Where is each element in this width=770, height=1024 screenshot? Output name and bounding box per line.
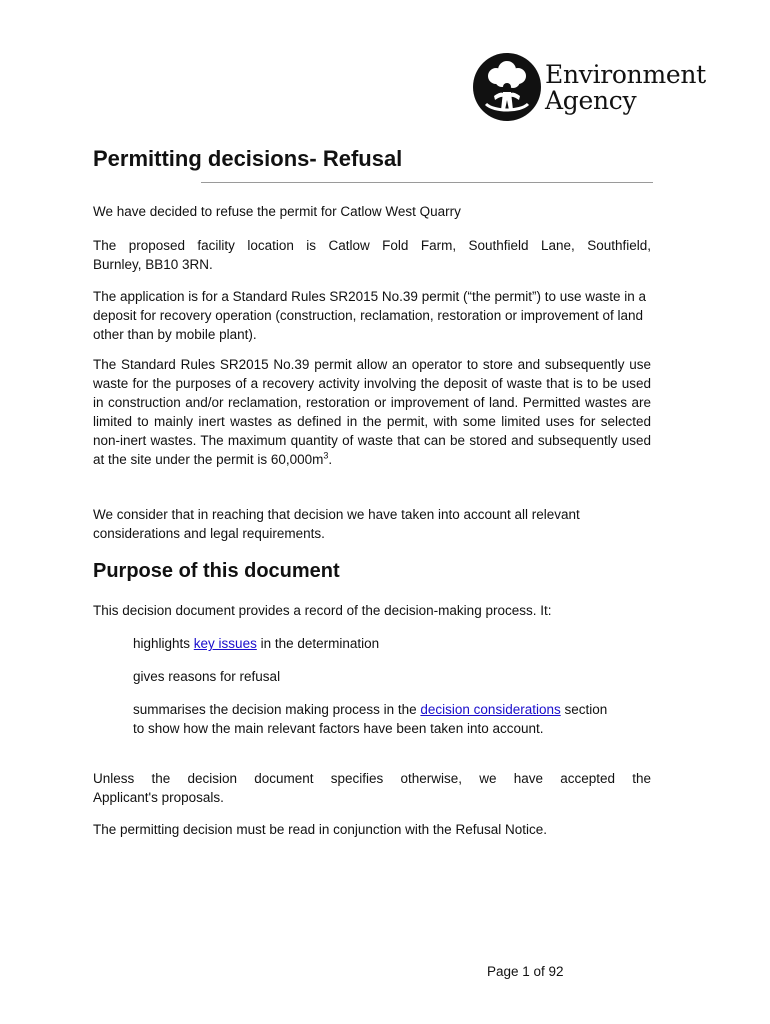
- logo-text-environment: Environment: [545, 60, 706, 89]
- environment-agency-logo: [472, 52, 732, 124]
- purpose-list-item-reasons: [133, 667, 613, 686]
- page-title: Permitting decisions- Refusal: [93, 146, 403, 171]
- location-paragraph-line2: Burnley, BB10 3RN.: [93, 257, 213, 272]
- list-item-text: section to show how the main relevant factors have been taken into account.: [133, 702, 608, 736]
- key-issues-link[interactable]: key issues: [193, 636, 257, 651]
- purpose-lead-paragraph: This decision document provides a record of the decision-making process. It:: [93, 603, 552, 618]
- proposals-paragraph-line2: Applicant's proposals.: [93, 790, 224, 805]
- purpose-heading: Purpose of this document: [93, 560, 340, 582]
- standard-rules-text: The Standard Rules SR2015 No.39 permit allow an operator to store and subsequently use waste for the purposes of a recovery activity involving the deposit of waste that is to be used in construction and/or reclamation, restoration or improvement of land. Permitted wastes are limited to mainly inert wastes as defined in the permit, with some limited uses for selected non-inert wastes. The maximum quantity of waste that can be stored and subsequently used at the site under the permit is 60,000m: [93, 357, 651, 467]
- list-item-text: in the determination: [256, 636, 380, 651]
- proposals-paragraph-line1: Unless the decision document specifies otherwise, we have accepted the: [93, 771, 651, 786]
- logo-text-agency: Agency: [545, 86, 637, 115]
- refusal-notice-paragraph: The permitting decision must be read in conjunction with the Refusal Notice.: [93, 822, 547, 837]
- list-item-text: summarises the decision making process in the: [133, 702, 421, 717]
- page-number: Page 1 of 92: [487, 964, 564, 979]
- list-item-text: gives reasons for refusal: [133, 669, 281, 684]
- standard-rules-end: .: [328, 452, 333, 467]
- cubic-superscript: 3: [323, 450, 329, 461]
- tree-figure-logo-icon: [472, 52, 542, 122]
- title-divider: [201, 182, 653, 183]
- considerations-paragraph: We consider that in reaching that decision we have taken into account all relevant considerations and legal requirements.: [93, 507, 580, 541]
- location-paragraph-line1: The proposed facility location is Catlow Fold Farm, Southfield Lane, Southfield,: [93, 238, 651, 253]
- purpose-list-item-key-issues: [133, 634, 613, 653]
- decision-paragraph: We have decided to refuse the permit for Catlow West Quarry: [93, 204, 461, 219]
- list-item-text: highlights: [133, 636, 194, 651]
- purpose-list-item-considerations: [133, 700, 613, 738]
- decision-considerations-link[interactable]: decision considerations: [420, 702, 561, 717]
- standard-rules-paragraph: [93, 355, 651, 469]
- application-paragraph: The application is for a Standard Rules SR2015 No.39 permit (“the permit”) to use waste in a deposit for recovery operation (construction, reclamation, restoration or improvement of land other than by mobile plant).: [93, 289, 647, 342]
